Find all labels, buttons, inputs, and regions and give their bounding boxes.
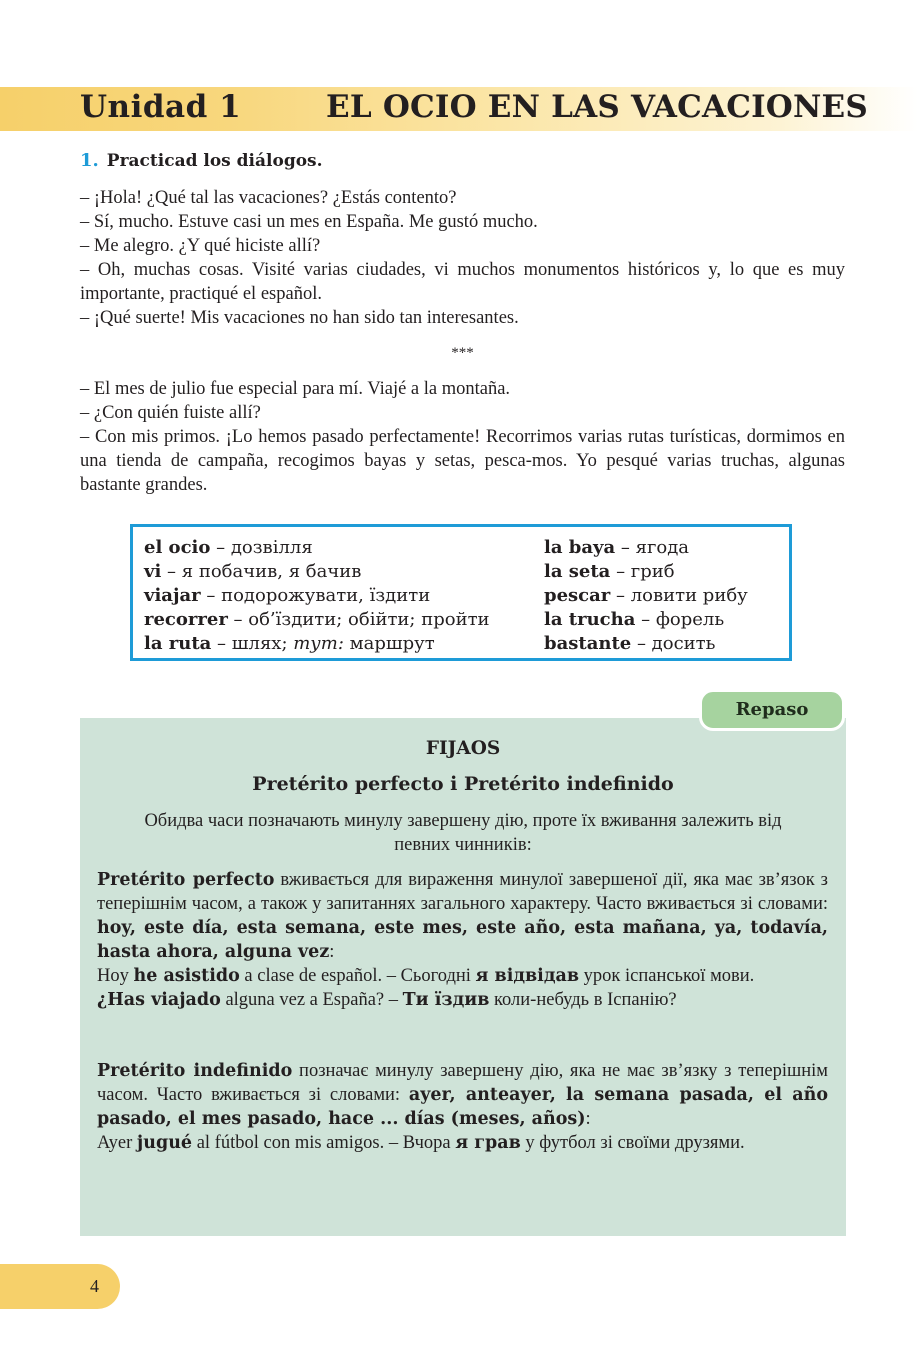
dialog-line: – Me alegro. ¿Y qué hiciste allí? bbox=[80, 236, 321, 256]
vocab-translation: – дозвілля bbox=[210, 537, 313, 558]
vocab-term: recorrer bbox=[144, 609, 228, 630]
example-verb: he asistido bbox=[133, 966, 240, 986]
page-number-tab bbox=[0, 1264, 120, 1309]
vocab-translation: – гриб bbox=[610, 561, 675, 582]
dialog-line: – ¡Qué suerte! Mis vacaciones no han sido tan interesantes. bbox=[80, 308, 519, 328]
perfecto-keywords: hoy, este día, esta semana, este mes, este año, esta mañana, ya, todavía, hasta ahora, alguna vez bbox=[97, 918, 828, 962]
vocab-translation: – досить bbox=[631, 633, 716, 654]
example-text: Hoy bbox=[97, 966, 134, 986]
vocab-translation: маршрут bbox=[343, 633, 435, 654]
grammar-title: FIJAOS bbox=[425, 738, 501, 759]
perfecto-example-1 bbox=[97, 964, 828, 988]
dialog-line: – El mes de julio fue especial para mí. Viajé a la montaña. bbox=[80, 379, 511, 399]
vocab-translation: – форель bbox=[635, 609, 725, 630]
grammar-subtitle: Pretérito perfecto i Pretérito indefinido bbox=[252, 773, 674, 795]
vocab-translation: – шлях; bbox=[211, 633, 294, 654]
vocabulary-column-right bbox=[544, 536, 748, 656]
vocab-translation: – подорожувати, їздити bbox=[200, 585, 431, 606]
vocab-entry bbox=[144, 608, 490, 632]
page-number: 4 bbox=[90, 1276, 99, 1296]
vocab-translation: – об’їздити; обійти; пройти bbox=[227, 609, 490, 630]
example-text: коли-небудь в Іспанію? bbox=[489, 990, 677, 1010]
example-verb: ¿Has viajado bbox=[97, 990, 221, 1010]
vocab-term: la trucha bbox=[544, 609, 636, 630]
perfecto-term: Pretérito perfecto bbox=[97, 870, 275, 890]
vocab-entry bbox=[544, 584, 748, 608]
vocab-term: la seta bbox=[544, 561, 611, 582]
indefinido-desc: позначає минулу завершену дію, яка не має зв’язку з теперішнім часом. Часто вживається зі словами: bbox=[97, 1061, 828, 1105]
vocab-term: el ocio bbox=[144, 537, 211, 558]
vocab-entry bbox=[544, 608, 748, 632]
indefinido-section bbox=[97, 1059, 828, 1155]
example-text: Ayer bbox=[97, 1133, 137, 1153]
example-text: у футбол зі своїми друзями. bbox=[520, 1133, 745, 1153]
perfecto-colon: : bbox=[329, 942, 335, 962]
dialog-line: – Con mis primos. ¡Lo hemos pasado perfectamente! Recorrimos varias rutas turísticas, dormimos en una tienda de campaña, recogimos bayas y setas, pesca-mos. Yo pesqué varias truchas, algunas bastante grandes. bbox=[80, 427, 845, 495]
example-verb: jugué bbox=[136, 1133, 193, 1153]
example-text: a clase de español. – Сьогодні bbox=[239, 966, 476, 986]
vocab-entry bbox=[544, 536, 748, 560]
example-verb: я грав bbox=[455, 1133, 521, 1153]
dialog-line: – ¡Hola! ¿Qué tal las vacaciones? ¿Estás contento? bbox=[80, 188, 457, 208]
unit-title: EL OCIO EN LAS VACACIONES bbox=[326, 89, 868, 125]
indefinido-rule bbox=[97, 1059, 828, 1131]
example-verb: я відвідав bbox=[475, 966, 579, 986]
example-text: урок іспанської мови. bbox=[579, 966, 755, 986]
grammar-intro: Обидва часи позначають минулу завершену дію, проте їх вживання залежить від певних чинників: bbox=[144, 811, 782, 855]
vocab-term: vi bbox=[144, 561, 162, 582]
vocab-translation: – я побачив, я бачив bbox=[161, 561, 362, 582]
indefinido-keywords: ayer, anteayer, la semana pasada, el año pasado, el mes pasado, hace ... días (meses, años) bbox=[97, 1085, 828, 1129]
vocab-translation: – ловити рибу bbox=[610, 585, 748, 606]
vocab-entry bbox=[144, 560, 490, 584]
perfecto-example-2 bbox=[97, 988, 828, 1012]
dialog-line: – ¿Con quién fuiste allí? bbox=[80, 403, 261, 423]
indefinido-example-1 bbox=[97, 1131, 828, 1155]
exercise-instruction: Practicad los diálogos. bbox=[106, 151, 323, 171]
vocab-term: pescar bbox=[544, 585, 611, 606]
perfecto-rule bbox=[97, 868, 828, 964]
indefinido-term: Pretérito indefinido bbox=[97, 1061, 293, 1081]
dialog-line: – Sí, mucho. Estuve casi un mes en España. Me gustó mucho. bbox=[80, 212, 538, 232]
dialog-line: – Oh, muchas cosas. Visité varias ciudades, vi muchos monumentos históricos y, lo que es muy importante, practiqué el español. bbox=[80, 260, 845, 304]
vocab-term: la baya bbox=[544, 537, 616, 558]
vocab-translation: – ягода bbox=[615, 537, 690, 558]
dialog-two bbox=[80, 377, 845, 497]
example-verb: Ти їздив bbox=[402, 990, 490, 1010]
vocabulary-column-left bbox=[144, 536, 490, 656]
vocab-term: bastante bbox=[544, 633, 632, 654]
indefinido-colon: : bbox=[585, 1109, 591, 1129]
vocab-entry bbox=[144, 632, 490, 656]
vocab-entry bbox=[544, 632, 748, 656]
unit-label: Unidad 1 bbox=[80, 89, 242, 125]
example-text: alguna vez a España? – bbox=[220, 990, 403, 1010]
vocab-term: la ruta bbox=[144, 633, 212, 654]
vocab-entry bbox=[544, 560, 748, 584]
vocab-entry bbox=[144, 536, 490, 560]
perfecto-section bbox=[97, 868, 828, 1012]
example-text: al fútbol con mis amigos. – Вчора bbox=[192, 1133, 456, 1153]
vocab-note: тут: bbox=[293, 633, 344, 654]
vocab-entry bbox=[144, 584, 490, 608]
exercise-heading bbox=[80, 150, 323, 171]
dialog-one bbox=[80, 186, 845, 330]
dialog-separator: *** bbox=[451, 345, 474, 361]
exercise-number: 1. bbox=[80, 150, 99, 171]
vocabulary-box bbox=[130, 524, 792, 661]
vocab-term: viajar bbox=[144, 585, 201, 606]
perfecto-desc: вживається для вираження минулої завершеної дії, яка має зв’язок з теперішнім часом, а також у запитаннях загального характеру. Часто вживається зі словами: bbox=[97, 870, 828, 914]
repaso-badge: Repaso bbox=[699, 689, 845, 731]
